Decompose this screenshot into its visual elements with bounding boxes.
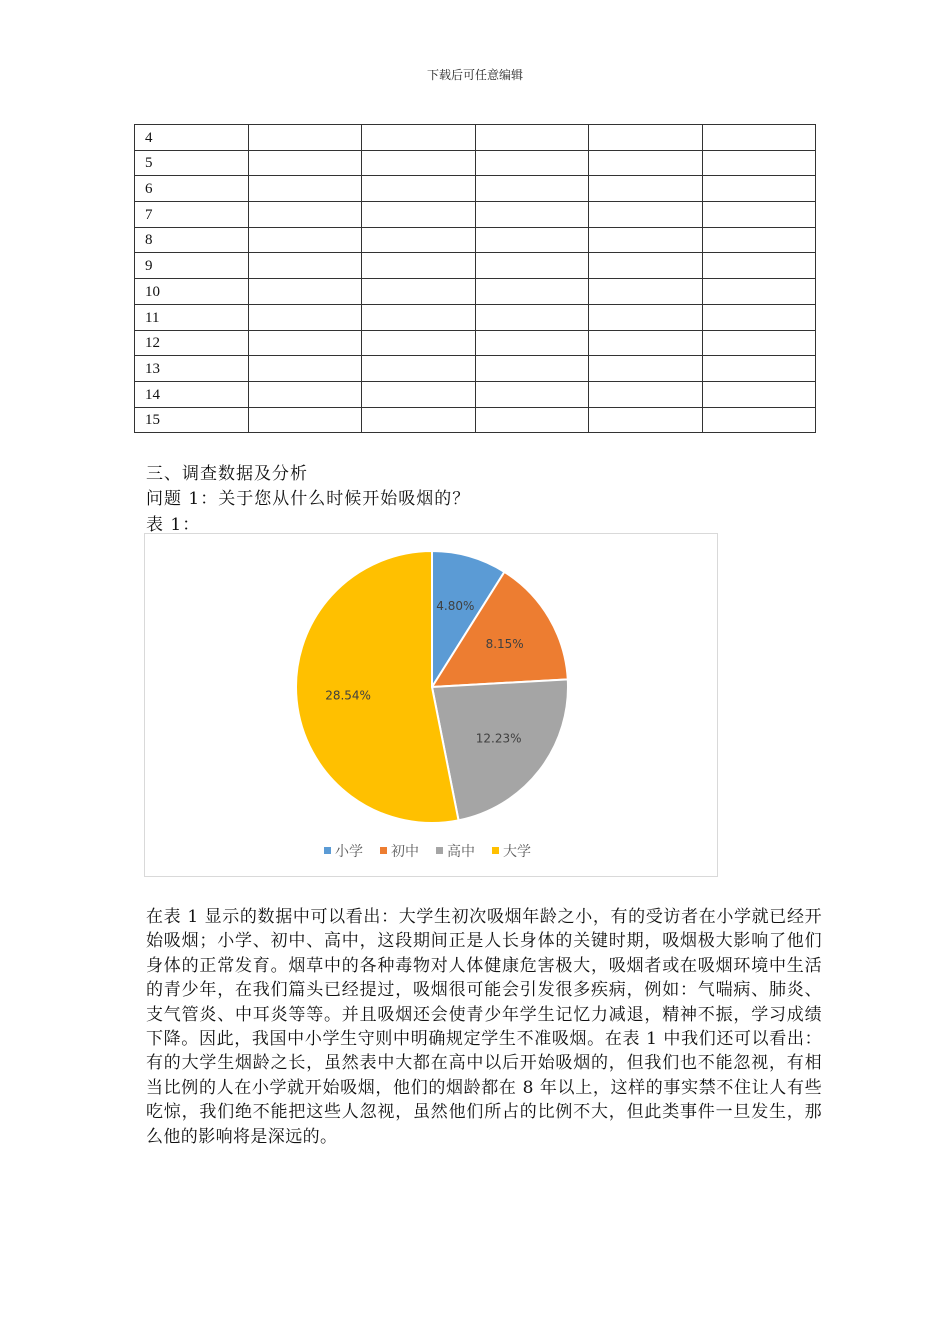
empty-cell — [362, 176, 476, 202]
empty-cell — [475, 330, 589, 356]
pie-data-label: 12.23% — [475, 731, 522, 746]
table-row — [135, 125, 816, 151]
row-number-cell: 13 — [135, 356, 249, 382]
legend-swatch — [324, 847, 331, 854]
empty-cell — [248, 279, 362, 305]
empty-cell — [475, 381, 589, 407]
empty-cell — [475, 304, 589, 330]
table-row — [135, 279, 816, 305]
empty-cell — [589, 125, 703, 151]
row-number-cell: 12 — [135, 330, 249, 356]
empty-cell — [475, 202, 589, 228]
empty-cell — [589, 150, 703, 176]
empty-cell — [248, 202, 362, 228]
empty-cell — [702, 407, 816, 433]
empty-cell — [248, 125, 362, 151]
row-number-cell: 5 — [135, 150, 249, 176]
empty-cell — [248, 330, 362, 356]
row-number-cell: 4 — [135, 125, 249, 151]
empty-cell — [702, 227, 816, 253]
row-number-cell: 9 — [135, 253, 249, 279]
empty-cell — [248, 176, 362, 202]
row-number-cell: 11 — [135, 304, 249, 330]
table-row — [135, 227, 816, 253]
legend-label: 大学 — [503, 844, 531, 860]
legend-swatch — [436, 847, 443, 854]
empty-cell — [589, 407, 703, 433]
empty-cell — [702, 304, 816, 330]
empty-cell — [702, 330, 816, 356]
table-row — [135, 356, 816, 382]
empty-cell — [475, 150, 589, 176]
table-row — [135, 202, 816, 228]
empty-cell — [589, 356, 703, 382]
empty-cell — [589, 279, 703, 305]
legend-label: 初中 — [391, 844, 419, 860]
empty-cell — [362, 330, 476, 356]
pie-data-label: 4.80% — [436, 598, 475, 613]
empty-cell — [475, 253, 589, 279]
empty-cell — [702, 176, 816, 202]
empty-cell — [362, 279, 476, 305]
empty-cell — [362, 407, 476, 433]
empty-cell — [362, 202, 476, 228]
empty-cell — [475, 407, 589, 433]
legend-label: 小学 — [335, 844, 363, 860]
survey-table — [134, 124, 816, 433]
table-row — [135, 150, 816, 176]
row-number-cell: 10 — [135, 279, 249, 305]
empty-cell — [589, 330, 703, 356]
empty-cell — [362, 150, 476, 176]
empty-cell — [248, 407, 362, 433]
empty-cell — [475, 356, 589, 382]
empty-cell — [702, 125, 816, 151]
empty-cell — [248, 227, 362, 253]
table-row — [135, 330, 816, 356]
empty-cell — [248, 381, 362, 407]
row-number-cell: 6 — [135, 176, 249, 202]
table-row — [135, 176, 816, 202]
empty-cell — [589, 304, 703, 330]
empty-cell — [248, 150, 362, 176]
empty-cell — [248, 253, 362, 279]
empty-cell — [702, 150, 816, 176]
empty-cell — [475, 279, 589, 305]
empty-cell — [362, 381, 476, 407]
section-heading: 三、调查数据及分析 — [146, 464, 308, 484]
empty-cell — [702, 356, 816, 382]
pie-data-label: 8.15% — [485, 637, 524, 652]
table-row — [135, 381, 816, 407]
empty-cell — [362, 125, 476, 151]
table-row — [135, 304, 816, 330]
empty-cell — [589, 227, 703, 253]
empty-cell — [475, 227, 589, 253]
table-row — [135, 407, 816, 433]
row-number-cell: 15 — [135, 407, 249, 433]
legend-swatch — [492, 847, 499, 854]
pie-chart — [144, 533, 718, 877]
empty-cell — [362, 304, 476, 330]
legend-label: 高中 — [447, 844, 475, 860]
legend-swatch — [380, 847, 387, 854]
empty-cell — [248, 356, 362, 382]
empty-cell — [589, 202, 703, 228]
row-number-cell: 7 — [135, 202, 249, 228]
pie-chart-svg — [145, 534, 717, 876]
empty-cell — [362, 253, 476, 279]
question-text: 问题 1：关于您从什么时候开始吸烟的？ — [146, 489, 471, 509]
empty-cell — [702, 381, 816, 407]
empty-cell — [362, 227, 476, 253]
pie-data-label: 28.54% — [325, 688, 371, 703]
empty-cell — [475, 176, 589, 202]
table-row — [135, 253, 816, 279]
empty-cell — [589, 176, 703, 202]
row-number-cell: 14 — [135, 381, 249, 407]
analysis-paragraph: 在表 1 显示的数据中可以看出：大学生初次吸烟年龄之小，有的受访者在小学就已经开始吸烟；小学、初中、高中，这段期间正是人长身体的关键时期，吸烟极大影响了他们身体的正常发育。烟草中的各种毒物对人体健康危害极大，吸烟者或在吸烟环境中生活的青少年，在我们篇头已经提过，吸烟很可能会引发很多疾病，例如：气喘病、肺炎、支气管炎、中耳炎等等。并且吸烟还会使青少年学生记忆力减退，精神不振，学习成绩下降。因此，我国中小学生守则中明确规定学生不准吸烟。在表 1 中我们还可以看出：有的大学生烟龄之长，虽然表中大都在高中以后开始吸烟的，但我们也不能忽视，有相当比例的人在小学就开始吸烟，他们的烟龄都在 8 年以上，这样的事实禁不住让人有些吃惊，我们绝不能把这些人忽视，虽然他们所占的比例不大，但此类事件一旦发生，那么他的影响将是深远的。 — [146, 907, 822, 1147]
empty-cell — [475, 125, 589, 151]
empty-cell — [702, 253, 816, 279]
empty-cell — [702, 279, 816, 305]
empty-cell — [702, 202, 816, 228]
page-header: 下载后可任意编辑 — [426, 68, 523, 82]
empty-cell — [248, 304, 362, 330]
empty-cell — [589, 381, 703, 407]
row-number-cell: 8 — [135, 227, 249, 253]
empty-cell — [589, 253, 703, 279]
table-label: 表 1： — [146, 515, 201, 535]
empty-cell — [362, 356, 476, 382]
